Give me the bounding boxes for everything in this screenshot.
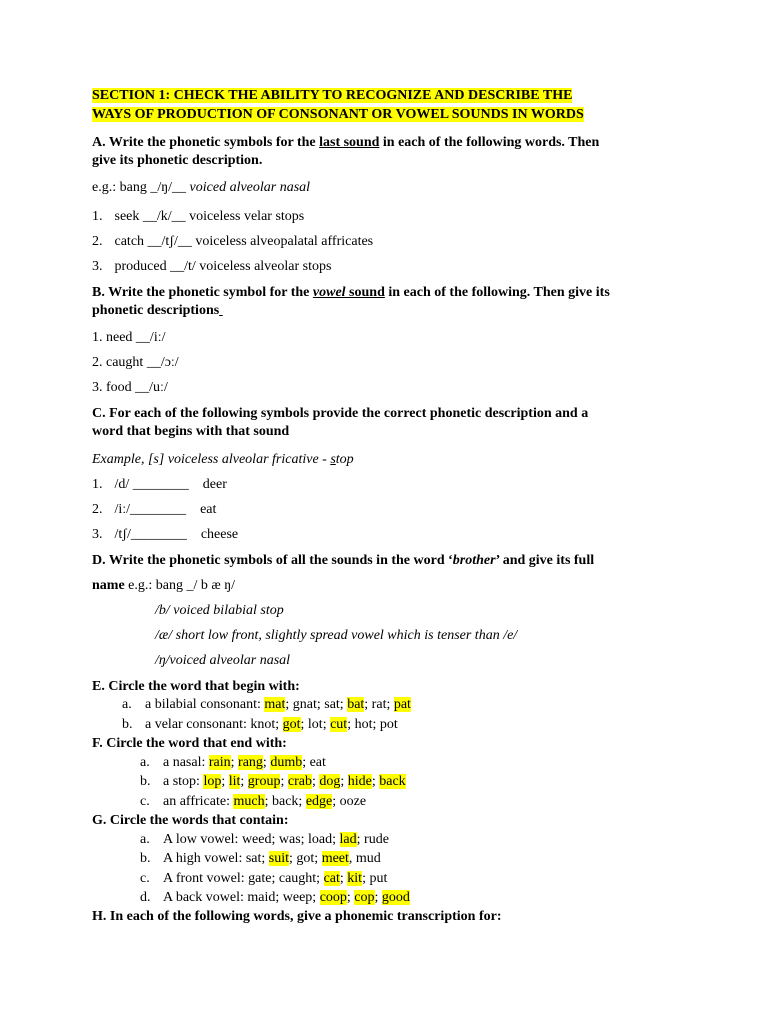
part-f-item-a-text: a nasal: rain; rang; dumb; eat — [163, 755, 326, 770]
part-a-question-line2: give its phonetic description. — [92, 153, 263, 168]
part-a-example: e.g.: bang _/ŋ/__ voiced alveolar nasal — [92, 180, 311, 195]
part-e-item-a-text: a bilabial consonant: mat; gnat; sat; bat; rat; pat — [145, 697, 411, 712]
part-d-line-3: /ŋ/voiced alveolar nasal — [155, 653, 291, 668]
part-d-question-line2: name e.g.: bang _/ b æ ŋ/ — [92, 578, 236, 593]
part-d-line-2: /æ/ short low front, slightly spread vowel which is tenser than /e/ — [155, 628, 518, 643]
part-b-question: B. Write the phonetic symbol for the vowel sound in each of the following. Then give its — [92, 285, 610, 300]
part-b-question-line2: phonetic descriptions — [92, 303, 220, 318]
part-c-item-3: 3. /tʃ/________ cheese — [92, 527, 239, 542]
part-g-item-a-text: A low vowel: weed; was; load; lad; rude — [163, 832, 389, 847]
part-a-question: A. Write the phonetic symbols for the last sound in each of the following words. Then — [92, 135, 600, 150]
part-c-question-line2: word that begins with that sound — [92, 424, 290, 439]
part-f-item-b-text: a stop: lop; lit; group; crab; dog; hide; back — [163, 774, 406, 789]
part-g-item-b-text: A high vowel: sat; suit; got; meet, mud — [163, 851, 381, 866]
part-f-item-b: b. — [140, 774, 151, 789]
part-b-item-2: 2. caught __/ɔː/ — [92, 355, 179, 370]
part-e-item-b: b. — [122, 717, 133, 732]
part-a-item-2: 2. catch __/tʃ/__ voiceless alveopalatal affricates — [92, 234, 374, 249]
part-g-item-c-text: A front vowel: gate; caught; cat; kit; put — [163, 871, 388, 886]
section-title-line1: SECTION 1: CHECK THE ABILITY TO RECOGNIZE AND DESCRIBE THE — [92, 88, 573, 103]
part-g-item-c: c. — [140, 871, 150, 886]
part-g-item-d: d. — [140, 890, 151, 905]
part-f-item-a: a. — [140, 755, 150, 770]
part-g-title: G. Circle the words that contain: — [92, 813, 289, 828]
part-f-item-c: c. — [140, 794, 150, 809]
part-a-item-1: 1. seek __/k/__ voiceless velar stops — [92, 209, 305, 224]
part-f-title: F. Circle the word that end with: — [92, 736, 287, 751]
part-g-item-d-text: A back vowel: maid; weep; coop; cop; good — [163, 890, 410, 905]
part-e-title: E. Circle the word that begin with: — [92, 679, 300, 694]
part-b-item-1: 1. need __/iː/ — [92, 330, 166, 345]
part-e-item-b-text: a velar consonant: knot; got; lot; cut; hot; pot — [145, 717, 398, 732]
part-c-item-2: 2. /iː/________ eat — [92, 502, 217, 517]
part-c-question: C. For each of the following symbols provide the correct phonetic description and a — [92, 406, 589, 421]
part-g-item-a: a. — [140, 832, 150, 847]
part-g-item-b: b. — [140, 851, 151, 866]
part-d-line-1: /b/ voiced bilabial stop — [155, 603, 284, 618]
section-title-line2: WAYS OF PRODUCTION OF CONSONANT OR VOWEL SOUNDS IN WORDS — [92, 107, 584, 122]
part-e-item-a: a. — [122, 697, 132, 712]
part-a-item-3: 3. produced __/t/ voiceless alveolar stops — [92, 259, 332, 274]
part-b-item-3: 3. food __/uː/ — [92, 380, 168, 395]
part-f-item-c-text: an affricate: much; back; edge; ooze — [163, 794, 367, 809]
part-c-example: Example, [s] voiceless alveolar fricative - stop — [92, 452, 354, 467]
part-h-title: H. In each of the following words, give a phonemic transcription for: — [92, 909, 502, 924]
part-c-item-1: 1. /d/ ________ deer — [92, 477, 227, 492]
part-d-question: D. Write the phonetic symbols of all the sounds in the word ‘brother’ and give its full — [92, 553, 595, 568]
